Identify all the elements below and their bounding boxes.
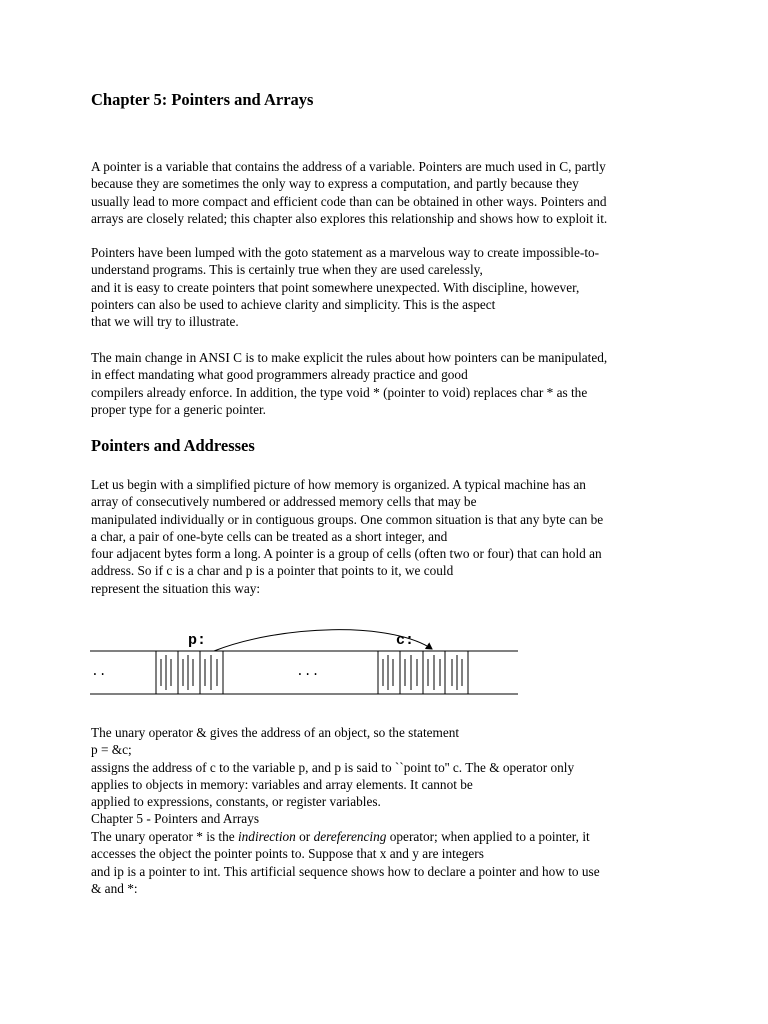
text-line: manipulated individually or in contiguous groups. One common situation is that any byte can be	[91, 511, 604, 527]
text-line: & and *:	[91, 880, 138, 896]
section-paragraph-3	[91, 828, 678, 897]
term-dereferencing: dereferencing	[313, 829, 387, 844]
intro-paragraph-2	[91, 244, 678, 330]
label-c: c:	[396, 632, 415, 649]
text-line: and it is easy to create pointers that point somewhere unexpected. With discipline, however,	[91, 279, 580, 295]
pointer-p-cells	[156, 651, 223, 694]
label-p: p:	[188, 632, 207, 649]
text-line: compilers already enforce. In addition, the type void * (pointer to void) replaces char * as the	[91, 384, 588, 400]
text-line: usually lead to more compact and efficient code than can be obtained in other ways. Pointers and	[91, 193, 607, 209]
text-line: A pointer is a variable that contains the address of a variable. Pointers are much used in C, partly	[91, 159, 606, 174]
text-line: arrays are closely related; this chapter also explores this relationship and shows how to exploit it.	[91, 210, 608, 226]
text-line: four adjacent bytes form a long. A pointer is a group of cells (often two or four) that can hold an	[91, 546, 602, 562]
text-line: The main change in ANSI C is to make explicit the rules about how pointers can be manipulated,	[91, 350, 608, 365]
term-indirection: indirection	[237, 829, 296, 844]
dots-left: ..	[91, 664, 107, 679]
dots-middle: ...	[296, 664, 320, 679]
text-line: Pointers have been lumped with the goto statement as a marvelous way to create impossible-to-	[91, 245, 600, 260]
section-paragraph-1	[91, 476, 678, 597]
text-line: proper type for a generic pointer.	[91, 401, 267, 417]
char-c-cells	[378, 651, 468, 694]
text-line: pointers can also be used to achieve clarity and simplicity. This is the aspect	[91, 296, 496, 312]
text-line: The unary operator & gives the address of an object, so the statement	[91, 725, 460, 740]
text-line: a char, a pair of one-byte cells can be treated as a short integer, and	[91, 528, 448, 544]
text-line: in effect mandating what good programmers already practice and good	[91, 367, 468, 383]
text-line: applied to expressions, constants, or register variables.	[91, 794, 381, 810]
text-line: applies to objects in memory: variables and array elements. It cannot be	[91, 776, 473, 792]
section-paragraph-2	[91, 724, 678, 828]
text-line: that we will try to illustrate.	[91, 314, 239, 330]
text-line: assigns the address of c to the variable p, and p is said to ``point to'' c. The & operator only	[91, 759, 575, 775]
intro-paragraph-3	[91, 349, 678, 418]
text-line: accesses the object the pointer points to. Suppose that x and y are integers	[91, 846, 484, 862]
text-line: address. So if c is a char and p is a pointer that points to it, we could	[91, 563, 454, 579]
intro-paragraph-1	[91, 158, 678, 227]
chapter-title: Chapter 5: Pointers and Arrays	[91, 90, 314, 109]
memory-diagram	[90, 627, 520, 699]
text-line: because they are sometimes the only way to express a computation, and partly because they	[91, 176, 579, 192]
text-line: and ip is a pointer to int. This artificial sequence shows how to declare a pointer and how to use	[91, 863, 600, 879]
section-title: Pointers and Addresses	[91, 436, 255, 455]
text-line: represent the situation this way:	[91, 580, 261, 596]
text-line: array of consecutively numbered or addressed memory cells that may be	[91, 494, 477, 510]
text-line: p = &c;	[91, 742, 132, 758]
text-line: Let us begin with a simplified picture of how memory is organized. A typical machine has an	[91, 477, 586, 492]
running-header: Chapter 5 - Pointers and Arrays	[91, 811, 260, 827]
text-line: The unary operator * is the indirection or dereferencing operator; when applied to a pointer, it	[91, 829, 590, 844]
text-line: understand programs. This is certainly true when they are used carelessly,	[91, 262, 483, 278]
